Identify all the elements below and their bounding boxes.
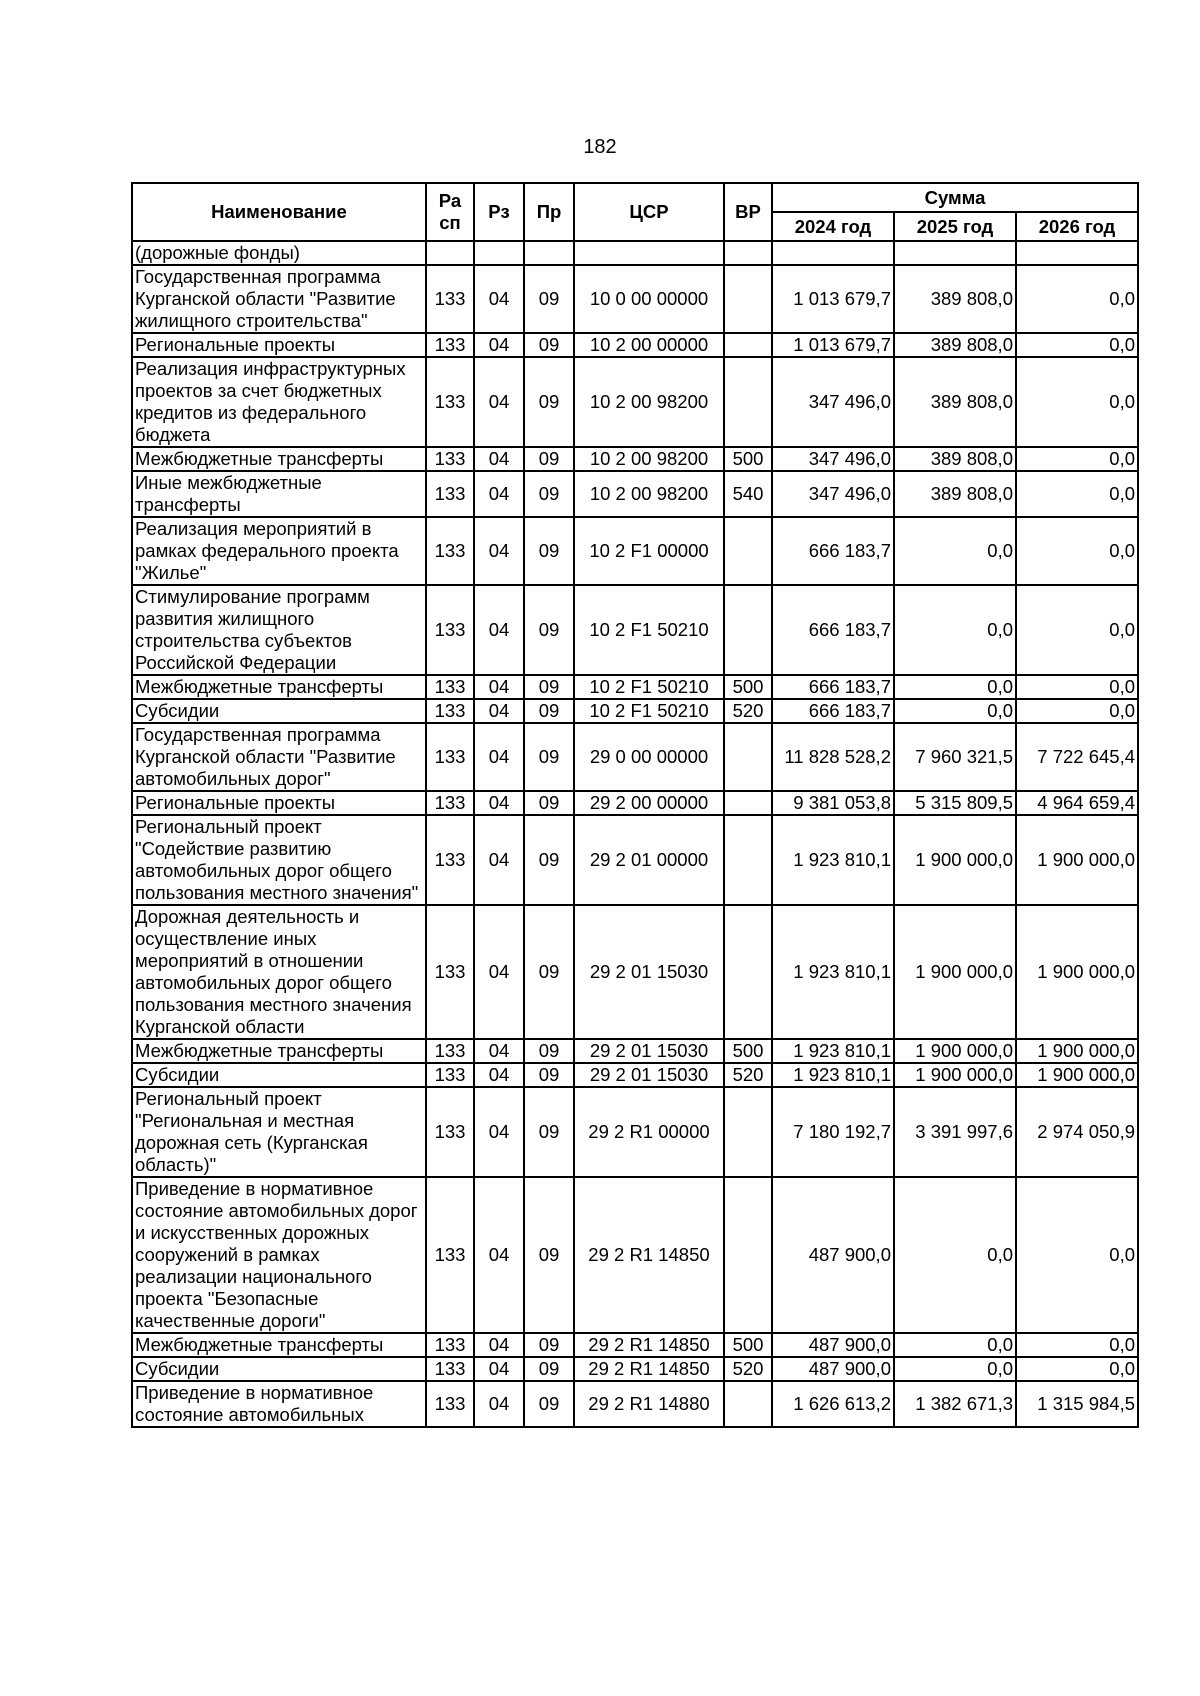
table-row xyxy=(132,1333,1138,1357)
cell-vr xyxy=(724,1177,772,1333)
cell-rz: 04 xyxy=(474,585,524,675)
cell-vr xyxy=(724,333,772,357)
table-row xyxy=(132,1063,1138,1087)
cell-2024: 347 496,0 xyxy=(772,447,894,471)
cell-2026: 0,0 xyxy=(1016,333,1138,357)
table-row xyxy=(132,333,1138,357)
cell-rz: 04 xyxy=(474,791,524,815)
cell-2025: 1 900 000,0 xyxy=(894,905,1016,1039)
cell-vr xyxy=(724,905,772,1039)
cell-name: Межбюджетные трансферты xyxy=(132,675,426,699)
cell-rz: 04 xyxy=(474,471,524,517)
cell-rasp: 133 xyxy=(426,699,474,723)
cell-csr: 10 2 00 98200 xyxy=(574,357,724,447)
cell-2026: 1 900 000,0 xyxy=(1016,815,1138,905)
cell-2026: 1 900 000,0 xyxy=(1016,1063,1138,1087)
cell-csr: 29 2 R1 14880 xyxy=(574,1381,724,1427)
cell-rasp: 133 xyxy=(426,905,474,1039)
cell-rasp: 133 xyxy=(426,517,474,585)
cell-rasp xyxy=(426,241,474,265)
cell-vr: 500 xyxy=(724,447,772,471)
cell-pr: 09 xyxy=(524,1381,574,1427)
cell-pr: 09 xyxy=(524,1177,574,1333)
header-pr: Пр xyxy=(524,183,574,241)
cell-vr xyxy=(724,1381,772,1427)
cell-vr xyxy=(724,585,772,675)
cell-name: Стимулирование программ развития жилищного строительства субъектов Российской Федерации xyxy=(132,585,426,675)
cell-2025: 1 900 000,0 xyxy=(894,1063,1016,1087)
cell-csr: 10 2 F1 50210 xyxy=(574,585,724,675)
cell-2024: 666 183,7 xyxy=(772,585,894,675)
cell-csr: 29 2 00 00000 xyxy=(574,791,724,815)
cell-2025: 389 808,0 xyxy=(894,471,1016,517)
cell-name: Реализация мероприятий в рамках федерального проекта "Жилье" xyxy=(132,517,426,585)
cell-csr: 29 2 01 00000 xyxy=(574,815,724,905)
cell-rz: 04 xyxy=(474,699,524,723)
cell-rz: 04 xyxy=(474,333,524,357)
table-row xyxy=(132,815,1138,905)
cell-2025: 0,0 xyxy=(894,1177,1016,1333)
cell-name: Региональный проект "Региональная и местная дорожная сеть (Курганская область)" xyxy=(132,1087,426,1177)
table-row xyxy=(132,585,1138,675)
cell-csr: 29 2 01 15030 xyxy=(574,1063,724,1087)
cell-vr: 540 xyxy=(724,471,772,517)
cell-name: Региональные проекты xyxy=(132,333,426,357)
cell-2024: 666 183,7 xyxy=(772,699,894,723)
cell-vr: 500 xyxy=(724,675,772,699)
cell-rz: 04 xyxy=(474,1177,524,1333)
cell-2024: 1 923 810,1 xyxy=(772,815,894,905)
cell-2026: 1 900 000,0 xyxy=(1016,1039,1138,1063)
cell-csr: 10 2 00 98200 xyxy=(574,447,724,471)
cell-2024: 11 828 528,2 xyxy=(772,723,894,791)
cell-rasp: 133 xyxy=(426,1177,474,1333)
cell-pr: 09 xyxy=(524,585,574,675)
table-row xyxy=(132,1087,1138,1177)
cell-rasp: 133 xyxy=(426,585,474,675)
cell-name: Приведение в нормативное состояние автомобильных xyxy=(132,1381,426,1427)
table-body xyxy=(132,241,1138,1427)
cell-2025: 5 315 809,5 xyxy=(894,791,1016,815)
cell-2024: 1 923 810,1 xyxy=(772,1039,894,1063)
cell-2025: 0,0 xyxy=(894,517,1016,585)
cell-2025: 1 900 000,0 xyxy=(894,815,1016,905)
cell-pr: 09 xyxy=(524,675,574,699)
cell-vr: 520 xyxy=(724,699,772,723)
cell-2026 xyxy=(1016,241,1138,265)
cell-pr: 09 xyxy=(524,517,574,585)
cell-rz: 04 xyxy=(474,517,524,585)
cell-pr xyxy=(524,241,574,265)
cell-rz: 04 xyxy=(474,1333,524,1357)
cell-2026: 0,0 xyxy=(1016,471,1138,517)
cell-vr: 500 xyxy=(724,1039,772,1063)
cell-rasp: 133 xyxy=(426,471,474,517)
cell-csr: 29 2 01 15030 xyxy=(574,1039,724,1063)
cell-2025: 389 808,0 xyxy=(894,265,1016,333)
cell-pr: 09 xyxy=(524,471,574,517)
cell-pr: 09 xyxy=(524,723,574,791)
cell-2025: 1 900 000,0 xyxy=(894,1039,1016,1063)
cell-vr xyxy=(724,241,772,265)
cell-rasp: 133 xyxy=(426,1087,474,1177)
header-rz: Рз xyxy=(474,183,524,241)
cell-2024: 487 900,0 xyxy=(772,1357,894,1381)
table-row xyxy=(132,447,1138,471)
cell-csr: 10 2 00 98200 xyxy=(574,471,724,517)
cell-rz xyxy=(474,241,524,265)
cell-rz: 04 xyxy=(474,723,524,791)
cell-2026: 0,0 xyxy=(1016,265,1138,333)
cell-2026: 0,0 xyxy=(1016,1357,1138,1381)
cell-2026: 0,0 xyxy=(1016,1333,1138,1357)
cell-vr xyxy=(724,1087,772,1177)
cell-pr: 09 xyxy=(524,905,574,1039)
cell-2025: 0,0 xyxy=(894,675,1016,699)
cell-2024: 9 381 053,8 xyxy=(772,791,894,815)
header-2026: 2026 год xyxy=(1016,212,1138,241)
cell-2026: 0,0 xyxy=(1016,447,1138,471)
cell-name: Региональный проект "Содействие развитию автомобильных дорог общего пользования местного значения" xyxy=(132,815,426,905)
cell-rasp: 133 xyxy=(426,1333,474,1357)
cell-2026: 0,0 xyxy=(1016,699,1138,723)
cell-2024: 666 183,7 xyxy=(772,517,894,585)
cell-rz: 04 xyxy=(474,1087,524,1177)
cell-rasp: 133 xyxy=(426,333,474,357)
cell-csr: 29 2 R1 14850 xyxy=(574,1177,724,1333)
budget-table xyxy=(131,182,1139,1428)
cell-vr xyxy=(724,357,772,447)
cell-pr: 09 xyxy=(524,791,574,815)
table-row xyxy=(132,1039,1138,1063)
cell-name: Иные межбюджетные трансферты xyxy=(132,471,426,517)
cell-pr: 09 xyxy=(524,1087,574,1177)
cell-name: Региональные проекты xyxy=(132,791,426,815)
table-row xyxy=(132,517,1138,585)
cell-rz: 04 xyxy=(474,357,524,447)
table-row xyxy=(132,905,1138,1039)
cell-pr: 09 xyxy=(524,357,574,447)
cell-2025: 389 808,0 xyxy=(894,447,1016,471)
cell-vr xyxy=(724,791,772,815)
cell-2025: 0,0 xyxy=(894,699,1016,723)
table-row xyxy=(132,357,1138,447)
table-row xyxy=(132,265,1138,333)
cell-csr: 10 2 F1 00000 xyxy=(574,517,724,585)
cell-rz: 04 xyxy=(474,1357,524,1381)
cell-rz: 04 xyxy=(474,905,524,1039)
cell-2025: 389 808,0 xyxy=(894,357,1016,447)
page-number: 182 xyxy=(583,136,617,158)
cell-pr: 09 xyxy=(524,447,574,471)
cell-2026: 0,0 xyxy=(1016,585,1138,675)
cell-2026: 0,0 xyxy=(1016,357,1138,447)
cell-rasp: 133 xyxy=(426,723,474,791)
cell-2024: 347 496,0 xyxy=(772,357,894,447)
cell-rasp: 133 xyxy=(426,1063,474,1087)
cell-csr: 10 2 00 00000 xyxy=(574,333,724,357)
cell-csr: 29 0 00 00000 xyxy=(574,723,724,791)
cell-2026: 1 900 000,0 xyxy=(1016,905,1138,1039)
cell-2024: 7 180 192,7 xyxy=(772,1087,894,1177)
cell-2026: 1 315 984,5 xyxy=(1016,1381,1138,1427)
cell-vr xyxy=(724,517,772,585)
cell-pr: 09 xyxy=(524,1333,574,1357)
cell-pr: 09 xyxy=(524,815,574,905)
cell-name: Субсидии xyxy=(132,1357,426,1381)
cell-pr: 09 xyxy=(524,265,574,333)
cell-vr xyxy=(724,723,772,791)
cell-rasp: 133 xyxy=(426,815,474,905)
table-row xyxy=(132,1381,1138,1427)
cell-name: Реализация инфраструктурных проектов за счет бюджетных кредитов из федерального бюджета xyxy=(132,357,426,447)
table-row xyxy=(132,723,1138,791)
cell-pr: 09 xyxy=(524,1357,574,1381)
table-row xyxy=(132,1177,1138,1333)
cell-vr xyxy=(724,815,772,905)
table-row xyxy=(132,699,1138,723)
cell-pr: 09 xyxy=(524,1039,574,1063)
header-vr: ВР xyxy=(724,183,772,241)
cell-name: Субсидии xyxy=(132,1063,426,1087)
table-row xyxy=(132,1357,1138,1381)
cell-vr xyxy=(724,265,772,333)
cell-2026: 4 964 659,4 xyxy=(1016,791,1138,815)
cell-rasp: 133 xyxy=(426,1357,474,1381)
cell-csr: 10 2 F1 50210 xyxy=(574,675,724,699)
cell-2024: 487 900,0 xyxy=(772,1333,894,1357)
cell-rasp: 133 xyxy=(426,791,474,815)
cell-2024: 487 900,0 xyxy=(772,1177,894,1333)
cell-rasp: 133 xyxy=(426,265,474,333)
cell-rasp: 133 xyxy=(426,357,474,447)
cell-2024: 1 626 613,2 xyxy=(772,1381,894,1427)
cell-2025: 1 382 671,3 xyxy=(894,1381,1016,1427)
cell-2024 xyxy=(772,241,894,265)
cell-2025: 389 808,0 xyxy=(894,333,1016,357)
cell-rasp: 133 xyxy=(426,447,474,471)
cell-2025: 0,0 xyxy=(894,585,1016,675)
cell-2026: 0,0 xyxy=(1016,675,1138,699)
cell-name: Государственная программа Курганской области "Развитие автомобильных дорог" xyxy=(132,723,426,791)
table-row xyxy=(132,791,1138,815)
cell-name: Дорожная деятельность и осуществление иных мероприятий в отношении автомобильных дорог общего пользования местного значения Курганской области xyxy=(132,905,426,1039)
cell-vr: 520 xyxy=(724,1357,772,1381)
cell-2024: 1 923 810,1 xyxy=(772,1063,894,1087)
cell-rz: 04 xyxy=(474,1063,524,1087)
cell-2024: 666 183,7 xyxy=(772,675,894,699)
cell-name: Приведение в нормативное состояние автомобильных дорог и искусственных дорожных сооружений в рамках реализации национального проекта "Безопасные качественные дороги" xyxy=(132,1177,426,1333)
cell-rz: 04 xyxy=(474,815,524,905)
header-sum: Сумма xyxy=(772,183,1138,212)
cell-2024: 1 013 679,7 xyxy=(772,265,894,333)
cell-rz: 04 xyxy=(474,265,524,333)
cell-2025: 0,0 xyxy=(894,1357,1016,1381)
cell-2026: 7 722 645,4 xyxy=(1016,723,1138,791)
table-row xyxy=(132,241,1138,265)
cell-name: Субсидии xyxy=(132,699,426,723)
cell-name: Межбюджетные трансферты xyxy=(132,1333,426,1357)
cell-rz: 04 xyxy=(474,675,524,699)
cell-csr: 29 2 01 15030 xyxy=(574,905,724,1039)
cell-name: Государственная программа Курганской области "Развитие жилищного строительства" xyxy=(132,265,426,333)
header-rasp: Ра сп xyxy=(426,183,474,241)
table-row xyxy=(132,675,1138,699)
cell-vr: 520 xyxy=(724,1063,772,1087)
cell-csr: 29 2 R1 00000 xyxy=(574,1087,724,1177)
cell-rz: 04 xyxy=(474,447,524,471)
cell-2024: 1 923 810,1 xyxy=(772,905,894,1039)
cell-2024: 1 013 679,7 xyxy=(772,333,894,357)
cell-csr: 29 2 R1 14850 xyxy=(574,1357,724,1381)
cell-name: (дорожные фонды) xyxy=(132,241,426,265)
cell-rz: 04 xyxy=(474,1039,524,1063)
cell-name: Межбюджетные трансферты xyxy=(132,447,426,471)
cell-2024: 347 496,0 xyxy=(772,471,894,517)
cell-2025 xyxy=(894,241,1016,265)
cell-rasp: 133 xyxy=(426,1039,474,1063)
cell-2025: 3 391 997,6 xyxy=(894,1087,1016,1177)
cell-2026: 0,0 xyxy=(1016,1177,1138,1333)
cell-vr: 500 xyxy=(724,1333,772,1357)
header-2025: 2025 год xyxy=(894,212,1016,241)
cell-pr: 09 xyxy=(524,1063,574,1087)
cell-csr: 10 0 00 00000 xyxy=(574,265,724,333)
cell-name: Межбюджетные трансферты xyxy=(132,1039,426,1063)
cell-pr: 09 xyxy=(524,699,574,723)
cell-2026: 0,0 xyxy=(1016,517,1138,585)
table-header xyxy=(132,183,1138,241)
cell-csr: 10 2 F1 50210 xyxy=(574,699,724,723)
cell-rasp: 133 xyxy=(426,675,474,699)
cell-rasp: 133 xyxy=(426,1381,474,1427)
header-csr: ЦСР xyxy=(574,183,724,241)
header-name: Наименование xyxy=(132,183,426,241)
header-2024: 2024 год xyxy=(772,212,894,241)
table-row xyxy=(132,471,1138,517)
cell-2025: 0,0 xyxy=(894,1333,1016,1357)
cell-csr: 29 2 R1 14850 xyxy=(574,1333,724,1357)
cell-csr xyxy=(574,241,724,265)
cell-pr: 09 xyxy=(524,333,574,357)
cell-rz: 04 xyxy=(474,1381,524,1427)
cell-2025: 7 960 321,5 xyxy=(894,723,1016,791)
cell-2026: 2 974 050,9 xyxy=(1016,1087,1138,1177)
